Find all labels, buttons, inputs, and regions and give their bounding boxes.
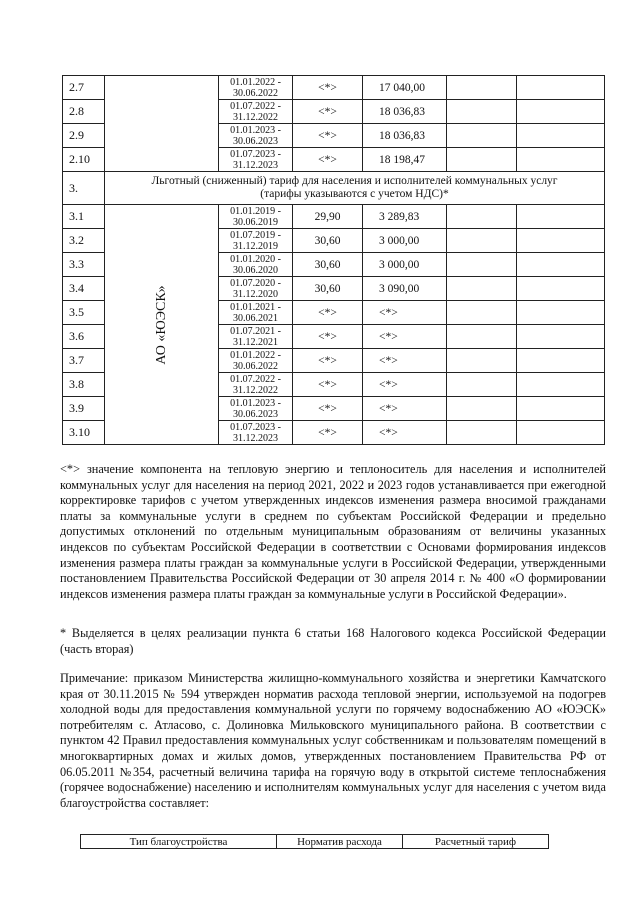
empty-cell	[517, 349, 605, 373]
empty-cell	[517, 397, 605, 421]
empty-cell	[447, 301, 517, 325]
row-number: 2.9	[63, 124, 105, 148]
section-title-line1: Льготный (сниженный) тариф для населения и исполнителей коммунальных услуг	[151, 175, 558, 187]
empty-cell	[517, 301, 605, 325]
section-row	[63, 172, 605, 205]
empty-cell	[517, 277, 605, 301]
row-number: 3.10	[63, 421, 105, 445]
empty-cell	[447, 421, 517, 445]
value-cell: <*>	[293, 148, 363, 172]
tariff-cell: <*>	[363, 373, 447, 397]
empty-cell	[517, 421, 605, 445]
row-number: 2.10	[63, 148, 105, 172]
header-consumption-norm: Норматив расхода	[277, 835, 403, 849]
tariff-cell: 18 198,47	[363, 148, 447, 172]
empty-cell	[447, 253, 517, 277]
period-cell: 01.07.2023 - 31.12.2023	[219, 148, 293, 172]
section-number: 3.	[63, 172, 105, 205]
tariff-cell: 18 036,83	[363, 124, 447, 148]
period-cell: 01.01.2023 - 30.06.2023	[219, 124, 293, 148]
header-calculated-tariff: Расчетный тариф	[403, 835, 549, 849]
empty-cell	[517, 124, 605, 148]
row-number: 3.5	[63, 301, 105, 325]
tariff-cell: 3 289,83	[363, 205, 447, 229]
empty-cell	[447, 229, 517, 253]
row-number: 3.8	[63, 373, 105, 397]
empty-cell	[447, 349, 517, 373]
value-cell: 30,60	[293, 253, 363, 277]
value-cell: <*>	[293, 100, 363, 124]
header-improvement-type: Тип благоустройства	[81, 835, 277, 849]
table-row	[63, 205, 605, 229]
value-cell: <*>	[293, 325, 363, 349]
value-cell: <*>	[293, 421, 363, 445]
tariff-cell: 3 000,00	[363, 253, 447, 277]
value-cell: <*>	[293, 349, 363, 373]
tariff-cell: <*>	[363, 421, 447, 445]
section-title	[105, 172, 605, 205]
period-cell: 01.07.2022 - 31.12.2022	[219, 373, 293, 397]
period-cell: 01.01.2022 - 30.06.2022	[219, 76, 293, 100]
period-cell: 01.01.2020 - 30.06.2020	[219, 253, 293, 277]
row-number: 3.1	[63, 205, 105, 229]
table-row	[63, 76, 605, 100]
tariff-cell: <*>	[363, 301, 447, 325]
organization-name: АО «ЮЭСК»	[153, 284, 169, 365]
period-cell: 01.07.2021 - 31.12.2021	[219, 325, 293, 349]
empty-cell	[447, 325, 517, 349]
value-cell: <*>	[293, 301, 363, 325]
value-cell: 29,90	[293, 205, 363, 229]
empty-cell	[517, 253, 605, 277]
row-number: 3.2	[63, 229, 105, 253]
table-header-row	[81, 835, 549, 849]
period-cell: 01.07.2023 - 31.12.2023	[219, 421, 293, 445]
empty-cell	[517, 325, 605, 349]
empty-cell	[517, 76, 605, 100]
section-title-line2: (тарифы указываются с учетом НДС)*	[260, 188, 449, 200]
period-cell: 01.01.2019 - 30.06.2019	[219, 205, 293, 229]
note-paragraph: Примечание: приказом Министерства жилищно-коммунального хозяйства и энергетики Камчатского края от 30.11.2015 № 594 утвержден норматив расхода тепловой энергии, используемой на подогрев холодной воды для предоставления коммунальной услуги по горячему водоснабжению АО «ЮЭСК» потребителям с. Атласово, с. Долиновка Мильковского муниципального района. В соответствии с пунктом 42 Правил предоставления коммунальных услуг собственникам и пользователям помещений в многоквартирных домах и жилых домов, утвержденных постановлением Правительства РФ от 06.05.2011 №354, расчетный величина тарифа на горячую воду в открытой системе теплоснабжения (горячее водоснабжение) населению и исполнителям коммунальных услуг для населения с учетом вида благоустройства составляет:	[60, 671, 606, 810]
row-number: 3.3	[63, 253, 105, 277]
value-cell: 30,60	[293, 277, 363, 301]
empty-cell	[447, 76, 517, 100]
empty-cell	[447, 205, 517, 229]
empty-cell	[517, 373, 605, 397]
empty-cell	[447, 148, 517, 172]
empty-cell	[447, 397, 517, 421]
improvement-table	[80, 834, 549, 849]
period-cell: 01.07.2022 - 31.12.2022	[219, 100, 293, 124]
period-cell: 01.01.2021 - 30.06.2021	[219, 301, 293, 325]
empty-cell	[447, 124, 517, 148]
period-cell: 01.01.2022 - 30.06.2022	[219, 349, 293, 373]
empty-cell	[517, 205, 605, 229]
row-number: 3.9	[63, 397, 105, 421]
empty-cell	[447, 277, 517, 301]
empty-cell	[517, 229, 605, 253]
value-cell: 30,60	[293, 229, 363, 253]
value-cell: <*>	[293, 76, 363, 100]
organization-cell-top	[105, 76, 219, 172]
tariff-cell: 3 090,00	[363, 277, 447, 301]
empty-cell	[447, 100, 517, 124]
row-number: 3.7	[63, 349, 105, 373]
empty-cell	[517, 148, 605, 172]
tariff-cell: 3 000,00	[363, 229, 447, 253]
period-cell: 01.07.2019 - 31.12.2019	[219, 229, 293, 253]
footnote-component: <*> значение компонента на тепловую энергию и теплоноситель для населения и исполнителей коммунальных услуг для населения на период 2021, 2022 и 2023 годов устанавливается при ежегодной корректировке тарифов с учетом утвержденных индексов изменения размера вносимой гражданами платы за коммунальные услуги в среднем по субъектам Российской Федерации и предельно допустимых отклонений по отдельным муниципальным образованиям от величины указанных индексов по субъектам Российской Федерации в соответствии с Основами формирования индексов изменения размера платы граждан за коммунальные услуги в Российской Федерации, утвержденными постановлением Правительства Российской Федерации от 30 апреля 2014 г. № 400 «О формировании индексов изменения размера платы граждан за коммунальные услуги в Российской Федерации».	[60, 462, 606, 601]
empty-cell	[447, 373, 517, 397]
row-number: 2.8	[63, 100, 105, 124]
row-number: 2.7	[63, 76, 105, 100]
value-cell: <*>	[293, 373, 363, 397]
row-number: 3.4	[63, 277, 105, 301]
tariff-cell: <*>	[363, 349, 447, 373]
footnote-vat: * Выделяется в целях реализации пункта 6 статьи 168 Налогового кодекса Российской Федерации (часть вторая)	[60, 626, 606, 656]
organization-cell	[105, 205, 219, 445]
empty-cell	[517, 100, 605, 124]
tariff-cell: <*>	[363, 325, 447, 349]
value-cell: <*>	[293, 397, 363, 421]
value-cell: <*>	[293, 124, 363, 148]
period-cell: 01.01.2023 - 30.06.2023	[219, 397, 293, 421]
tariff-cell: 17 040,00	[363, 76, 447, 100]
tariff-table	[62, 75, 605, 445]
row-number: 3.6	[63, 325, 105, 349]
tariff-cell: 18 036,83	[363, 100, 447, 124]
tariff-cell: <*>	[363, 397, 447, 421]
period-cell: 01.07.2020 - 31.12.2020	[219, 277, 293, 301]
